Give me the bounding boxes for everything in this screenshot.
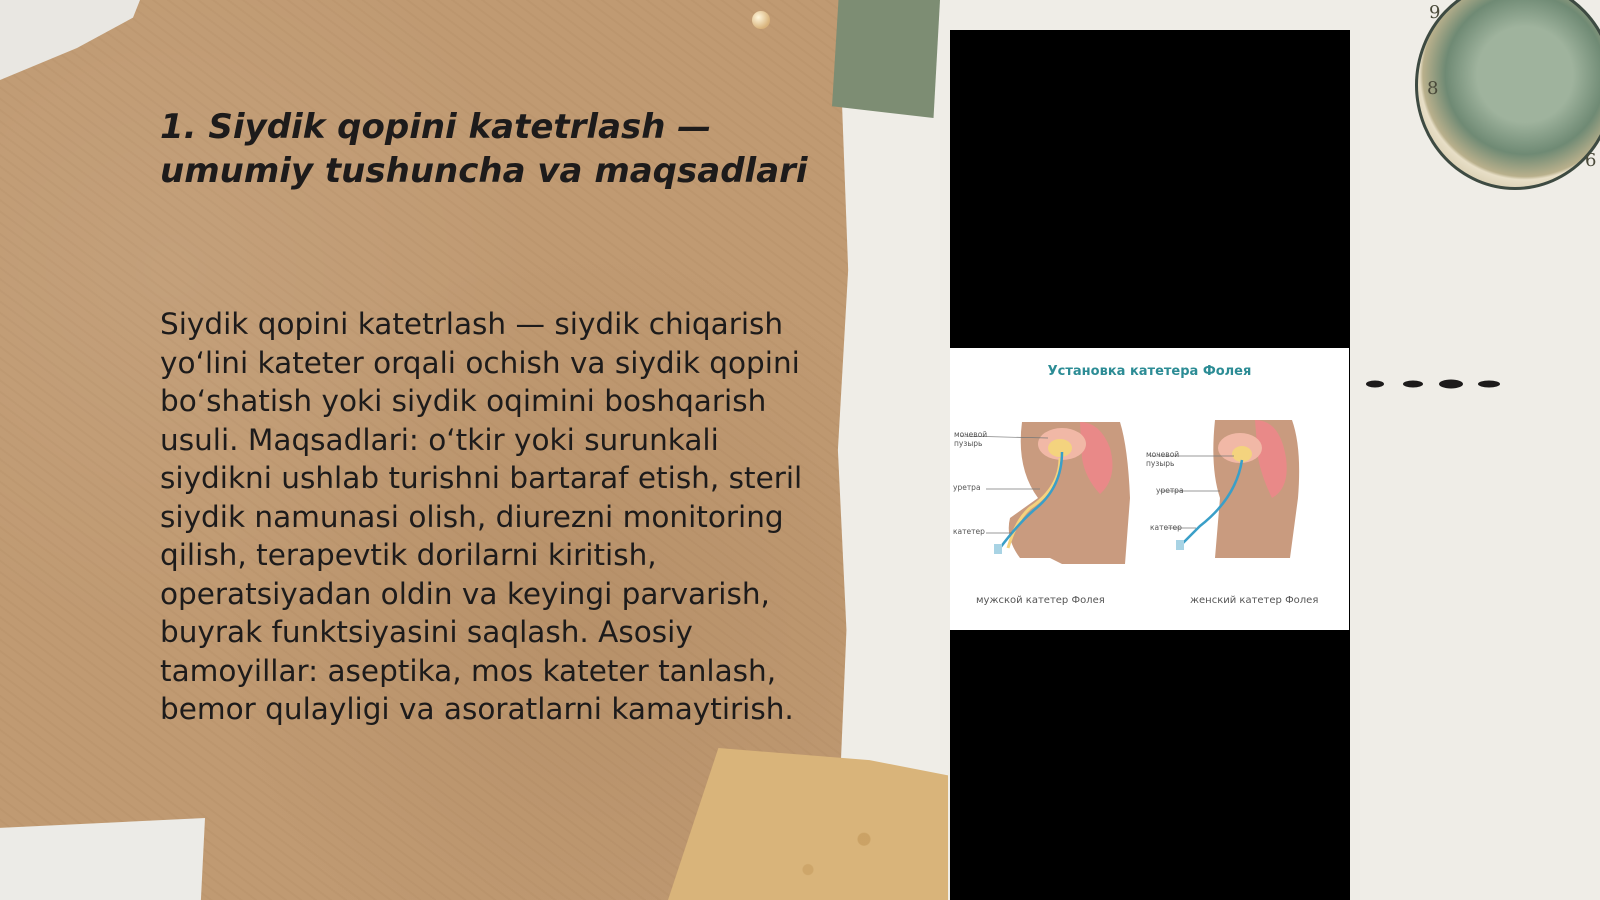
slide-title: 1. Siydik qopini katetrlash — umumiy tushuncha va maqsadlari bbox=[160, 107, 808, 191]
clock-decoration bbox=[1415, 0, 1600, 190]
slide-body-text: Siydik qopini katetrlash — siydik chiqarish yo‘lini kateter orqali ochish va siydik qopini bo‘shatish yoki siydik oqimini boshqarish usuli. Maqsadlari: o‘tkir yoki surunkali siydikni ushlab turishni bartaraf etish, steril siydik namunasi olish, diurezni monitoring qilish, terapevtik dorilarni kiritish, operatsiyadan oldin va keyingi parvarish, buyrak funktsiyasini saqlash. Asosiy tamoyillar: aseptika, mos kateter tanlash, bemor qulayligi va asoratlarni kamaytirish. bbox=[160, 307, 803, 726]
green-tape-decoration bbox=[832, 0, 940, 118]
figure-title: Установка катетера Фолея bbox=[1047, 364, 1252, 379]
pin-decoration bbox=[752, 11, 770, 29]
female-urethra-label: уретра bbox=[1156, 486, 1184, 495]
foley-catheter-figure bbox=[950, 348, 1349, 630]
female-figure-caption: женский катетер Фолея bbox=[1190, 595, 1319, 606]
male-urethra-label: уретра bbox=[953, 483, 981, 492]
clock-numeral: 9 bbox=[1429, 2, 1441, 23]
clock-numeral: 6 bbox=[1585, 150, 1597, 171]
torn-paper-bottom-left bbox=[0, 818, 205, 900]
anatomy-illustration bbox=[950, 348, 1349, 630]
female-bladder-label: мочевой пузырь bbox=[1146, 450, 1180, 468]
male-bladder-label: мочевой пузырь bbox=[954, 430, 988, 448]
clock-numeral: 8 bbox=[1427, 78, 1439, 99]
male-catheter-label: катетер bbox=[953, 527, 985, 536]
dash-decoration bbox=[1365, 378, 1505, 390]
male-figure-caption: мужской катетер Фолея bbox=[976, 595, 1105, 606]
female-catheter-label: катетер bbox=[1150, 523, 1182, 532]
